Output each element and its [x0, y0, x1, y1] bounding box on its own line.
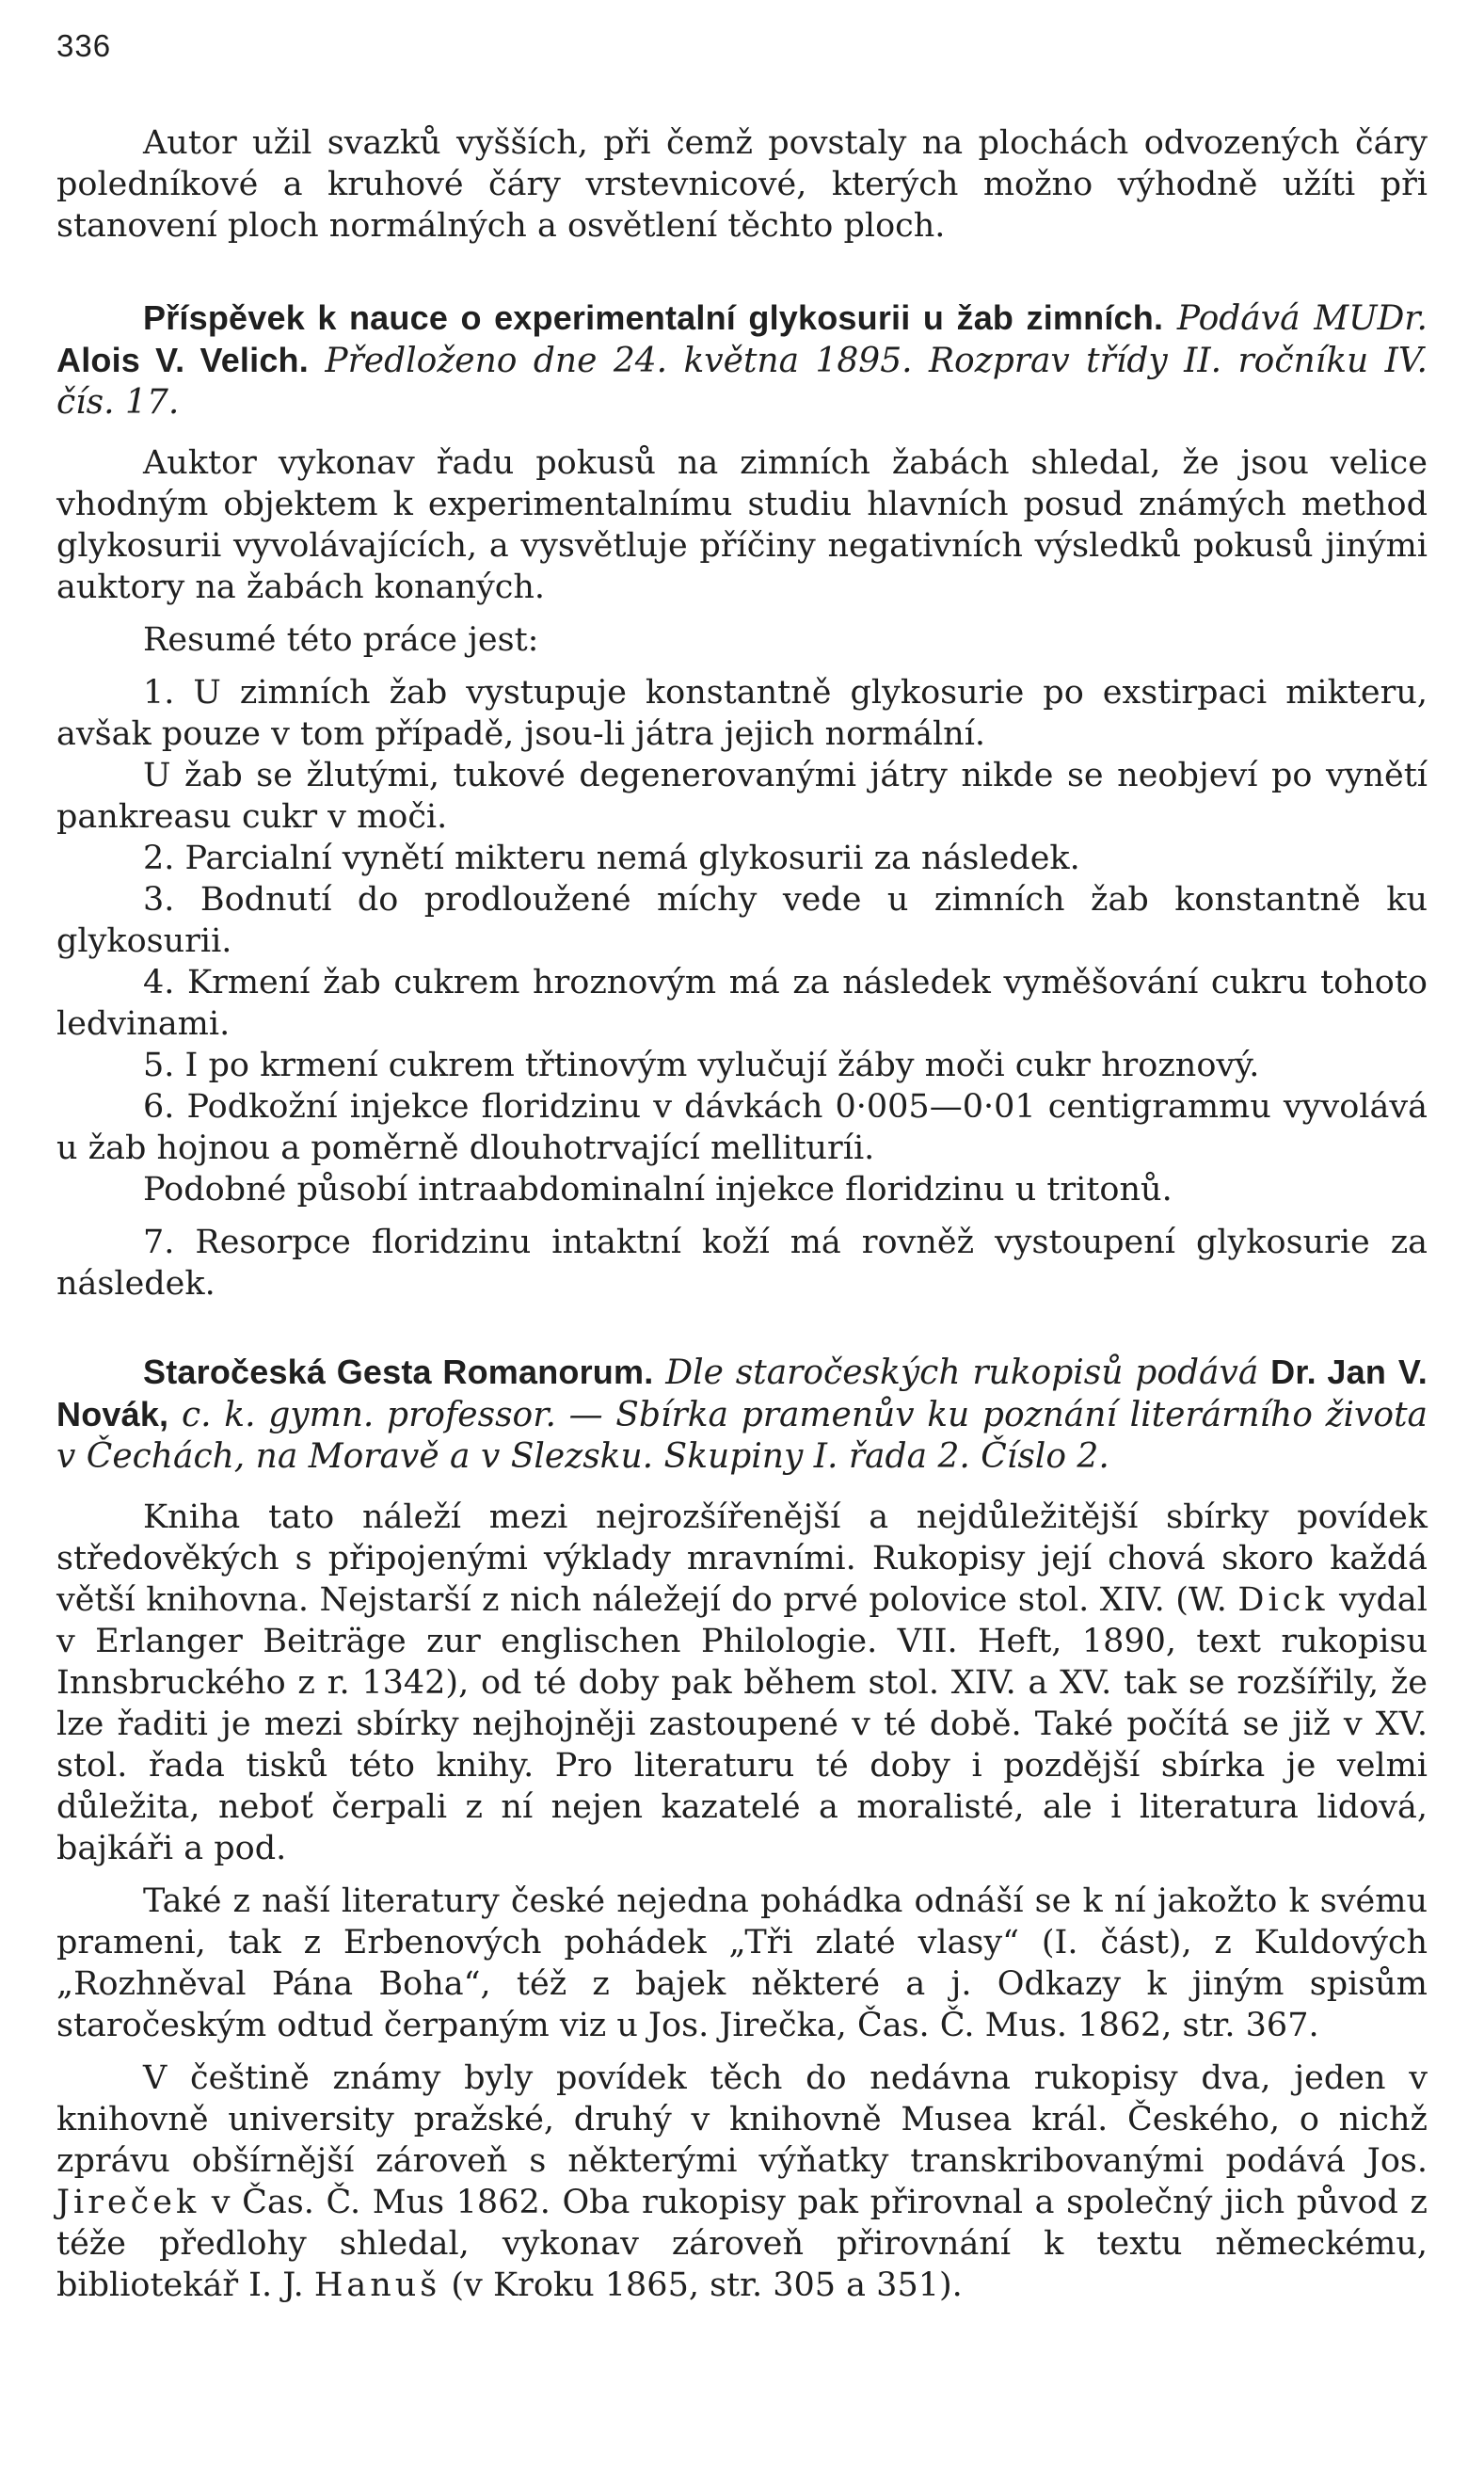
resume-item-5: 5. I po krmení cukrem třtinovým vylučují žáby moči cukr hroznový.: [143, 1047, 1260, 1084]
article-2-by-label: Dle staročeských rukopisů podává: [665, 1353, 1259, 1392]
article-2-heading: [56, 1352, 1428, 1478]
article-2-author-first: Dr. Jan: [1270, 1353, 1387, 1391]
resume-item-1-note: U žab se žlutými, tukové degenerovanými játry nikde se neobjeví po vynětí pankreasu cukr v moči.: [56, 757, 1428, 836]
article-1-title: Příspěvek k nauce o experimentalní glykosurii u žab zimních.: [143, 298, 1164, 337]
resume-item-3: 3. Bodnutí do prodloužené míchy vede u zimních žab konstantně ku glykosurii.: [56, 881, 1428, 960]
article-2-paragraph-3: [56, 2058, 1428, 2306]
page-number: 336: [56, 28, 112, 63]
article-2-title: Staročeská Gesta Romanorum.: [143, 1353, 654, 1391]
article-2-p3-text-b: v Čas. Č. Mus 1862. Oba rukopisy pak přirovnal a společný jich původ z téže předlohy shledal, vykonav zároveň přirovnání k textu německému, bibliotekář I. J.: [56, 2184, 1428, 2304]
article-2-p3-text-c: (v Kroku 1865, str. 305 a 351).: [440, 2266, 963, 2304]
page-body: [56, 122, 1428, 2306]
article-2-p3-text-a: V češtině známy byly povídek těch do nedávna rukopisy dva, jeden v knihovně university pražské, druhý v knihovně Musea král. Českého, o nichž zprávu obšírnější zároveň s některými výňatky transkribovanými podává Jos.: [56, 2059, 1428, 2180]
resume-item-6: 6. Podkožní injekce floridzinu v dávkách 0·005—0·01 centigrammu vyvolává u žab hojnou a poměrně dlouhotrvající mellituríi.: [56, 1088, 1428, 1167]
article-2-paragraph-1: [56, 1497, 1428, 1869]
article-2-details: c. k. gymn. professor. — Sbírka pramenův ku poznání literárního života v Čechách, na Moravě a v Slezsku. Skupiny I. řada 2. Číslo 2.: [56, 1396, 1428, 1476]
resume-item-2: 2. Parcialní vynětí mikteru nemá glykosurii za následek.: [143, 840, 1080, 877]
article-1-resume-intro: Resumé této práce jest:: [143, 621, 539, 659]
article-1-by-label: Podává MUDr.: [1176, 299, 1428, 338]
author-dick: Dick: [1237, 1581, 1329, 1619]
resume-item-1: 1. U zimních žab vystupuje konstantně glykosurie po exstirpaci mikteru, avšak pouze v tom případě, jsou-li játra jejich normální.: [56, 674, 1428, 753]
author-jirecek: Jireček: [56, 2184, 200, 2221]
author-hanus: Hanuš: [313, 2266, 441, 2304]
article-2-p1-text-b: vydal v Erlanger Beiträge zur englischen Philologie. VII. Heft, 1890, text rukopisu Innsbruckého z r. 1342), od té doby pak během stol. XIV. a XV. tak se rozšířily, že lze řaditi je mezi sbírky nejhojněji zastoupené v té době. Také počítá se již v XV. stol. řada tisků této knihy. Pro literaturu té doby i pozdější sbírka je velmi důležita, neboť čerpali z ní nejen kazatelé a moralisté, ale i literatura lidová, bajkáři a pod.: [56, 1581, 1428, 1867]
article-1-paragraph-1: Auktor vykonav řadu pokusů na zimních žabách shledal, že jsou velice vhodným objektem k experimentalnímu studiu hlavních posud známých method glykosurii vyvolávajících, a vysvětluje příčiny negativních výsledků pokusů jinými auktory na žabách konaných.: [56, 444, 1428, 606]
article-2-paragraph-2: Také z naší literatury české nejedna pohádka odnáší se k ní jakožto k svému prameni, tak z Erbenových pohádek „Tři zlaté vlasy“ (I. část), z Kuldových „Rozhněval Pána Boha“, též z bajek některé a j. Odkazy k jiným spisům staročeským odtud čerpaným viz u Jos. Jirečka, Čas. Č. Mus. 1862, str. 367.: [56, 1882, 1428, 2044]
article-2-author-last: V. Novák,: [56, 1353, 1428, 1433]
article-2-p1-text-a: Kniha tato náleží mezi nejrozšířenější a nejdůležitější sbírky povídek středověkých s připojenými výklady mravními. Rukopisy její chová skoro každá větší knihovna. Nejstarší z nich náležejí do prvé polovice stol. XIV. (W.: [56, 1498, 1428, 1619]
intro-paragraph: Autor užil svazků vyšších, při čemž povstaly na plochách odvozených čáry poledníkové a kruhové čáry vrstevnicové, kterých možno výhodně užíti při stanovení ploch normálných a osvětlení těchto ploch.: [56, 124, 1428, 245]
article-1-heading: [56, 297, 1428, 424]
article-1-author: Alois V. Velich.: [56, 341, 309, 379]
resume-item-4: 4. Krmení žab cukrem hroznovým má za následek vyměšování cukru tohoto ledvinami.: [56, 964, 1428, 1043]
article-1-details: Předloženo dne 24. května 1895. Rozprav třídy II. ročníku IV. čís. 17.: [56, 342, 1428, 422]
resume-item-6-note: Podobné působí intraabdominalní injekce floridzinu u tritonů.: [143, 1171, 1173, 1209]
resume-item-7: 7. Resorpce floridzinu intaktní koží má rovněž vystoupení glykosurie za následek.: [56, 1224, 1428, 1303]
